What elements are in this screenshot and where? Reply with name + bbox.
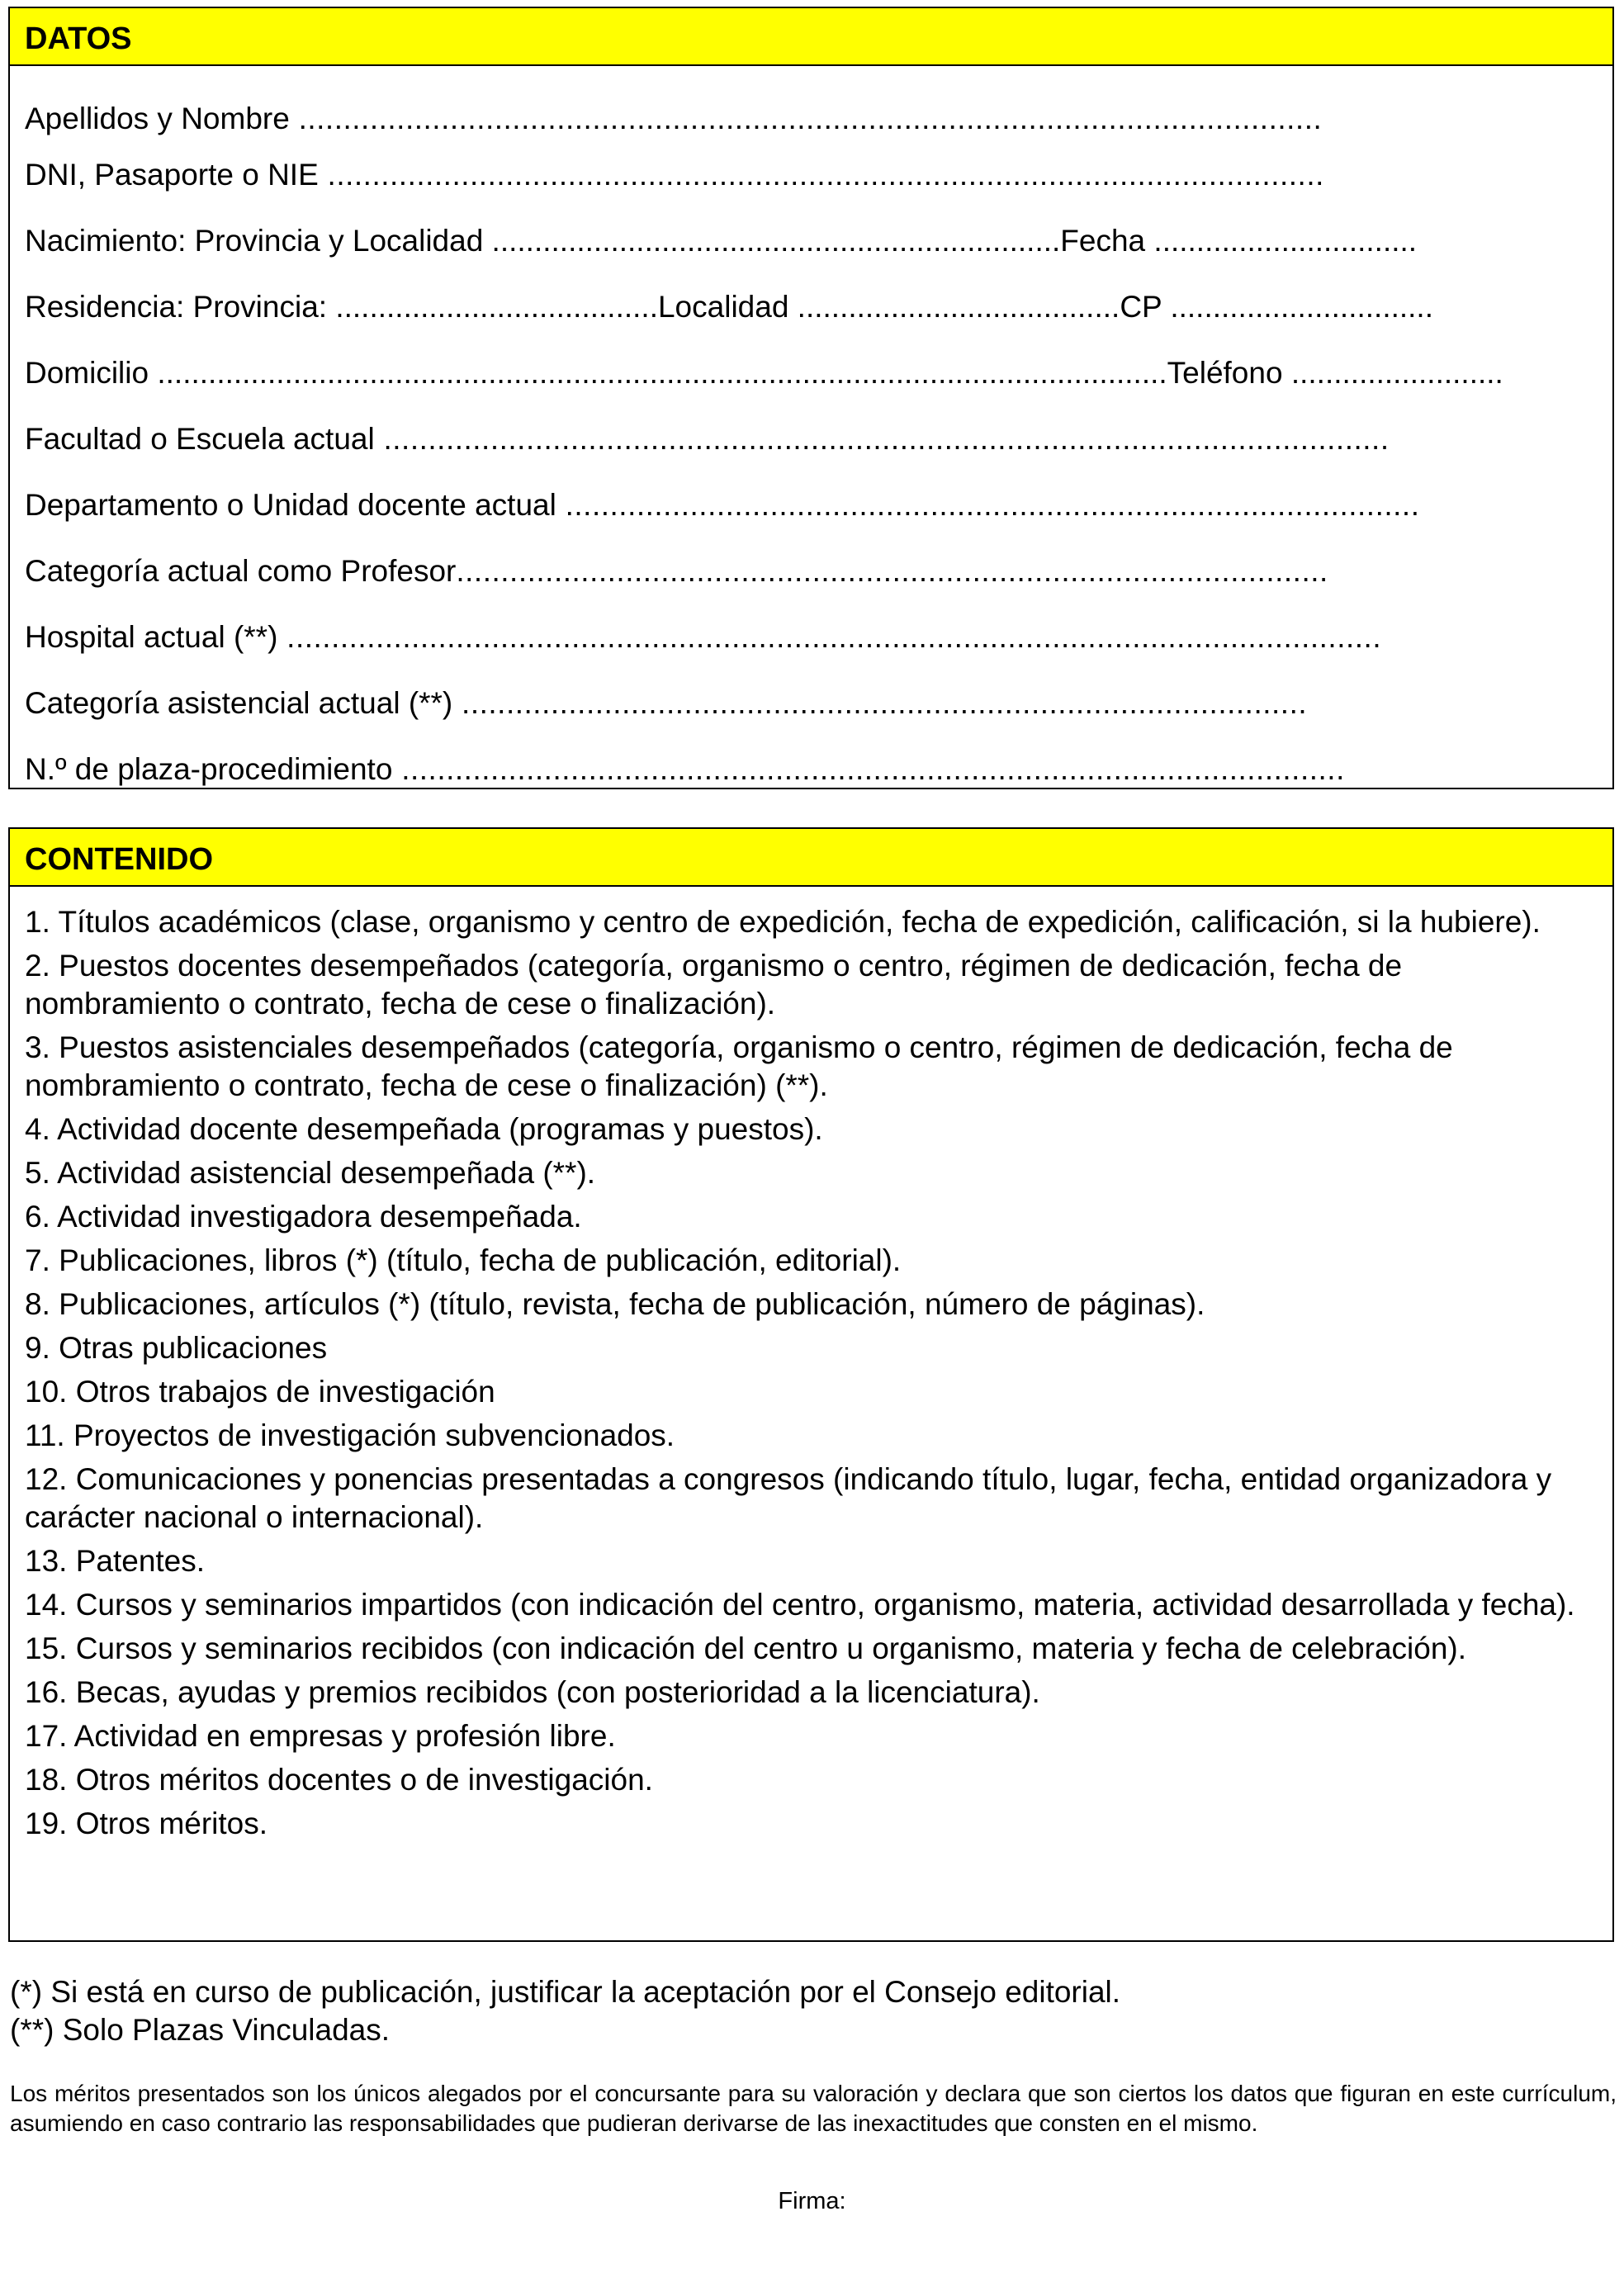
contenido-list xyxy=(10,887,1612,1843)
field-label: Apellidos y Nombre xyxy=(25,102,290,135)
list-item: 15. Cursos y seminarios recibidos (con indicación del centro u organismo, materia y fecha de celebración). xyxy=(25,1631,1467,1665)
field-label: DNI, Pasaporte o NIE xyxy=(25,158,319,192)
field-domicilio[interactable] xyxy=(25,355,1588,391)
field-dni[interactable] xyxy=(25,157,1588,193)
list-item: 8. Publicaciones, artículos (*) (título, revista, fecha de publicación, número de páginas). xyxy=(25,1287,1205,1321)
field-dots: ................................................................................................................... xyxy=(289,102,1323,135)
list-item: 19. Otros méritos. xyxy=(25,1807,268,1840)
field-dots: ................................................................................................................ xyxy=(318,158,1324,192)
field-label: Facultad o Escuela actual xyxy=(25,422,375,456)
list-item: 11. Proyectos de investigación subvencionados. xyxy=(25,1418,675,1452)
field-residencia[interactable] xyxy=(25,289,1588,325)
signature-label: Firma: xyxy=(778,2188,846,2214)
field-residencia-localidad: Localidad ...................................... xyxy=(657,290,1120,324)
contenido-section xyxy=(8,827,1614,1942)
list-item: 2. Puestos docentes desempeñados (categoría, organismo o centro, régimen de dedicación, fecha de nombramiento o contrato, fecha de cese o finalización). xyxy=(25,949,1403,1021)
datos-section xyxy=(8,7,1614,789)
field-facultad[interactable] xyxy=(25,421,1588,457)
field-dots: .......................................................................................................... xyxy=(392,752,1345,786)
field-domicilio-direccion: Domicilio ....................................................................................................................... xyxy=(25,356,1167,390)
field-label: Categoría actual como Profesor xyxy=(25,554,457,588)
field-dots: ........................................................................................................................... xyxy=(277,620,1382,654)
field-dots: ................................................................................................ xyxy=(556,488,1420,522)
list-item: 14. Cursos y seminarios impartidos (con indicación del centro, organismo, materia, actividad desarrollada y fecha). xyxy=(25,1588,1575,1622)
field-nacimiento-fecha: Fecha ............................... xyxy=(1060,224,1418,258)
list-item: 9. Otras publicaciones xyxy=(25,1331,328,1365)
field-dots: .................................................................................................. xyxy=(456,554,1328,588)
field-dots: ................................................................................................................. xyxy=(374,422,1390,456)
list-item: 7. Publicaciones, libros (*) (título, fecha de publicación, editorial). xyxy=(25,1243,902,1277)
field-label: N.º de plaza-procedimiento xyxy=(25,752,393,786)
list-item: 13. Patentes. xyxy=(25,1544,206,1578)
field-nacimiento[interactable] xyxy=(25,223,1588,259)
list-item: 12. Comunicaciones y ponencias presentadas a congresos (indicando título, lugar, fecha, entidad organizadora y carácter nacional o internacional). xyxy=(25,1462,1552,1534)
field-dots: ............................................................................................... xyxy=(452,686,1308,720)
list-item: 3. Puestos asistenciales desempeñados (categoría, organismo o centro, régimen de dedicación, fecha de nombramiento o contrato, fecha de cese o finalización) (**). xyxy=(25,1030,1453,1102)
list-item: 10. Otros trabajos de investigación xyxy=(25,1375,495,1409)
field-apellidos-nombre[interactable] xyxy=(25,101,1588,137)
field-hospital[interactable] xyxy=(25,619,1588,656)
disclaimer-text: Los méritos presentados son los únicos alegados por el concursante para su valoración y declara que son ciertos los datos que figuran en este currículum, asumiendo en caso contrario las responsabilidades que pudieran derivarse de las inexactitudes que consten en el mismo. xyxy=(10,2081,1617,2136)
footnotes xyxy=(10,1973,1120,2049)
datos-title: DATOS xyxy=(10,8,1612,66)
footnote-publicacion: (*) Si está en curso de publicación, justificar la aceptación por el Consejo editorial. xyxy=(10,1975,1121,2009)
list-item: 17. Actividad en empresas y profesión libre. xyxy=(25,1719,616,1753)
field-nacimiento-localidad: Nacimiento: Provincia y Localidad ................................................................... xyxy=(25,224,1061,258)
field-plaza-procedimiento[interactable] xyxy=(25,751,1588,788)
field-label: Hospital actual (**) xyxy=(25,620,278,654)
field-label: Categoría asistencial actual (**) xyxy=(25,686,453,720)
list-item: 16. Becas, ayudas y premios recibidos (con posterioridad a la licenciatura). xyxy=(25,1675,1040,1709)
field-categoria-asistencial[interactable] xyxy=(25,685,1588,722)
field-label: Departamento o Unidad docente actual xyxy=(25,488,556,522)
list-item: 6. Actividad investigadora desempeñada. xyxy=(25,1200,582,1234)
footnote-plazas-vinculadas: (**) Solo Plazas Vinculadas. xyxy=(10,2013,391,2047)
list-item: 5. Actividad asistencial desempeñada (**). xyxy=(25,1156,596,1190)
field-departamento[interactable] xyxy=(25,487,1588,523)
field-domicilio-telefono: Teléfono ......................... xyxy=(1167,356,1503,390)
contenido-title: CONTENIDO xyxy=(10,829,1612,887)
list-item: 18. Otros méritos docentes o de investigación. xyxy=(25,1763,653,1797)
list-item: 4. Actividad docente desempeñada (programas y puestos). xyxy=(25,1112,823,1146)
field-residencia-cp: CP ............................... xyxy=(1120,290,1433,324)
list-item: 1. Títulos académicos (clase, organismo y centro de expedición, fecha de expedición, calificación, si la hubiere). xyxy=(25,905,1541,939)
field-categoria-profesor[interactable] xyxy=(25,553,1588,590)
field-residencia-provincia: Residencia: Provincia: ...................................... xyxy=(25,290,658,324)
